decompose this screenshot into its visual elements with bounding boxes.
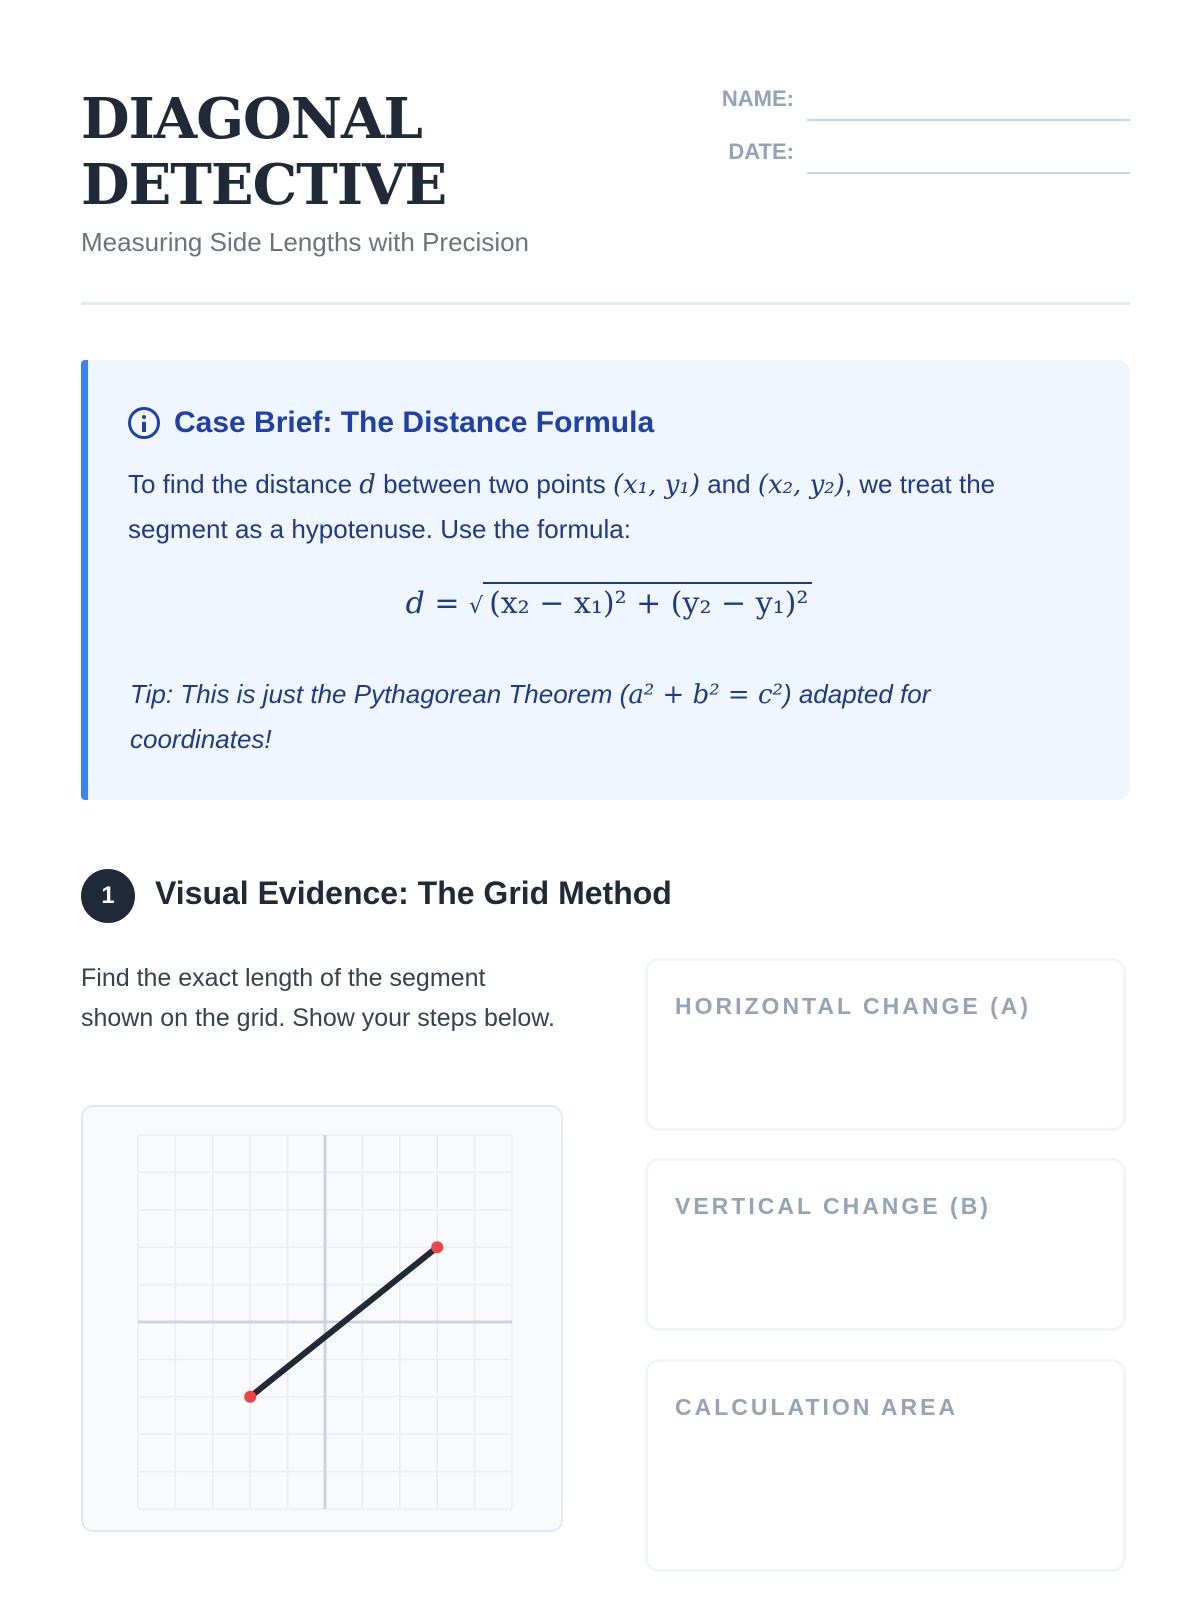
distance-formula bbox=[88, 582, 1130, 621]
worksheet-header bbox=[81, 86, 1130, 306]
calculation-area-label: CALCULATION AREA bbox=[675, 1394, 959, 1420]
tip-text-2: ) adapted for coordinates! bbox=[130, 679, 931, 754]
student-info-fields bbox=[712, 86, 1130, 192]
vertical-change-box[interactable] bbox=[645, 1158, 1126, 1331]
info-icon bbox=[128, 407, 160, 439]
date-field[interactable] bbox=[712, 139, 1130, 192]
point-1: (x₁, y₁) bbox=[612, 470, 700, 500]
segment-end-point bbox=[431, 1241, 443, 1253]
calculation-area-box[interactable] bbox=[645, 1359, 1126, 1572]
point-2: (x₂, y₂) bbox=[757, 470, 845, 500]
segment-start-point bbox=[244, 1391, 256, 1403]
date-label: DATE: bbox=[728, 139, 794, 164]
body-text-1: To find the distance bbox=[128, 469, 360, 499]
case-brief-header bbox=[128, 406, 654, 440]
formula-lhs: d = bbox=[405, 586, 460, 621]
date-line[interactable] bbox=[807, 172, 1130, 174]
header-divider bbox=[81, 302, 1130, 305]
name-label: NAME: bbox=[721, 86, 794, 111]
tip-math: a² + b² = c² bbox=[628, 680, 783, 710]
section-number-badge: 1 bbox=[81, 869, 135, 923]
case-brief-title: Case Brief: The Distance Formula bbox=[174, 406, 655, 439]
coordinate-grid-panel bbox=[81, 1105, 563, 1532]
title-line-1: DIAGONAL bbox=[81, 86, 422, 152]
worksheet-subtitle: Measuring Side Lengths with Precision bbox=[81, 227, 530, 257]
case-brief-body bbox=[128, 462, 1058, 551]
body-text-3: and bbox=[699, 469, 758, 499]
horizontal-change-box[interactable] bbox=[645, 958, 1126, 1131]
name-field[interactable] bbox=[712, 86, 1130, 139]
formula-radicand: (x₂ − x₁)² + (y₂ − y₁)² bbox=[483, 582, 812, 621]
name-line[interactable] bbox=[807, 119, 1130, 121]
vertical-change-label: VERTICAL CHANGE (B) bbox=[675, 1193, 991, 1219]
title-line-2: DETECTIVE bbox=[81, 152, 447, 218]
body-text-2: between two points bbox=[375, 469, 613, 499]
section-instructions: Find the exact length of the segment shown on the grid. Show your steps below. bbox=[81, 964, 555, 1032]
square-root-icon: √ bbox=[469, 594, 484, 619]
section-title: Visual Evidence: The Grid Method bbox=[155, 875, 672, 911]
variable-d: d bbox=[359, 470, 376, 500]
pythagorean-tip bbox=[130, 672, 1030, 761]
case-brief-panel bbox=[81, 360, 1130, 800]
body-text-4: , we treat the segment as a hypotenuse. Use the formula: bbox=[128, 469, 996, 544]
tip-text-1: Tip: This is just the Pythagorean Theorem ( bbox=[130, 679, 629, 709]
coordinate-grid bbox=[83, 1107, 565, 1534]
horizontal-change-label: HORIZONTAL CHANGE (A) bbox=[675, 993, 1032, 1019]
